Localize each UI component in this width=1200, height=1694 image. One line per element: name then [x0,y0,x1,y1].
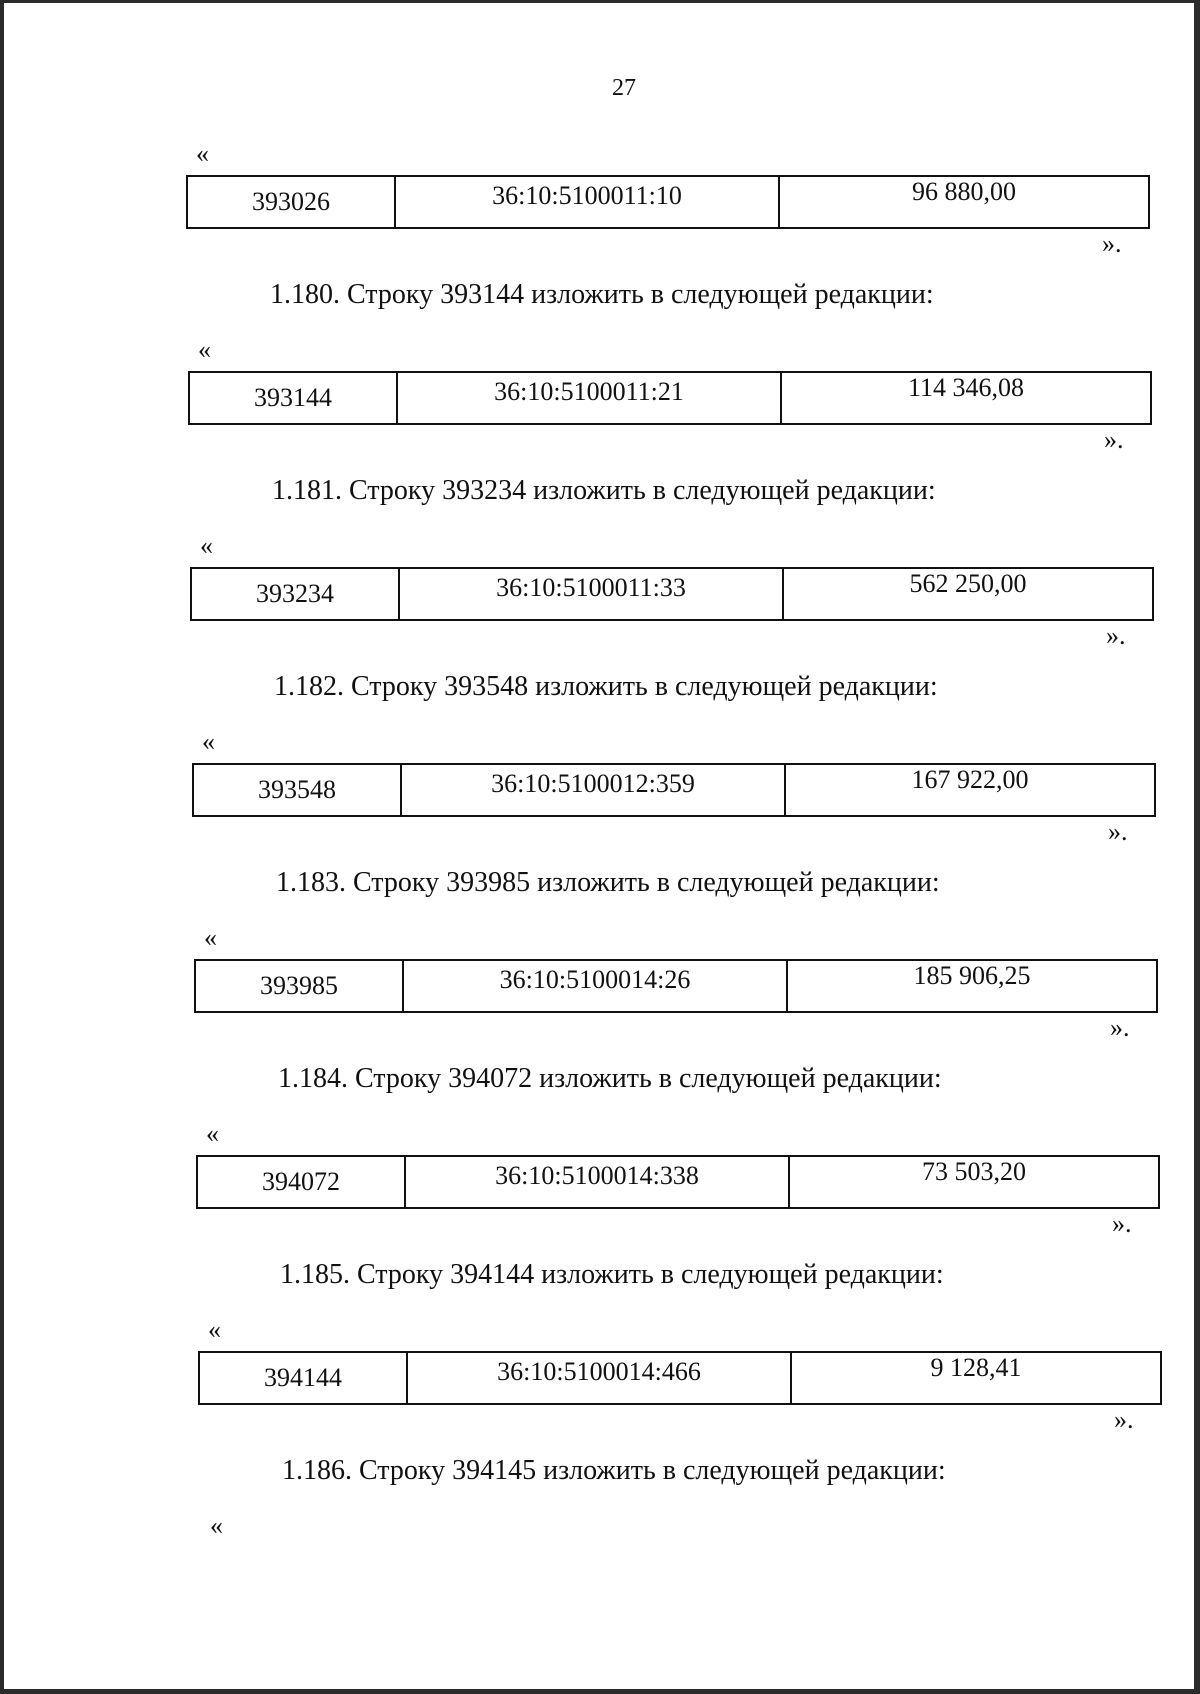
cadastral-number-cell: 36:10:5100012:359 [402,765,786,815]
row-code-cell: 393985 [196,961,404,1011]
value-cell: 562 250,00 [909,569,1027,598]
paragraph-1-182: 1.182. Строку 393548 изложить в следующей редакции: [274,671,938,702]
cadastral-number-cell: 36:10:5100011:10 [396,177,780,227]
close-quote: ». [1114,1405,1134,1434]
close-quote: ». [1104,425,1124,454]
page-number: 27 [612,75,636,101]
row-code-cell: 393234 [192,569,400,619]
table-row [188,371,1152,425]
value-cell: 73 503,20 [922,1157,1026,1186]
cadastral-number-cell: 36:10:5100014:26 [404,961,788,1011]
row-code-cell: 393548 [194,765,402,815]
paragraph-1-183: 1.183. Строку 393985 изложить в следующей редакции: [276,867,940,898]
paragraph-1-186: 1.186. Строку 394145 изложить в следующей редакции: [282,1455,946,1486]
paragraph-1-181: 1.181. Строку 393234 изложить в следующей редакции: [272,475,936,506]
table-row [194,959,1158,1013]
value-cell: 114 346,08 [907,373,1025,402]
cadastral-number-cell: 36:10:5100011:33 [400,569,784,619]
table-row [196,1155,1160,1209]
open-quote: « [196,139,209,168]
value-cell: 167 922,00 [911,765,1029,794]
cadastral-number-cell: 36:10:5100014:466 [408,1353,792,1403]
open-quote: « [206,1119,219,1148]
paragraph-1-184: 1.184. Строку 394072 изложить в следующей редакции: [278,1063,942,1094]
close-quote: ». [1112,1209,1132,1238]
open-quote: « [200,531,213,560]
close-quote: ». [1110,1013,1130,1042]
cadastral-number-cell: 36:10:5100011:21 [398,373,782,423]
open-quote: « [198,335,211,364]
close-quote: ». [1102,229,1122,258]
close-quote: ». [1106,621,1126,650]
paragraph-1-185: 1.185. Строку 394144 изложить в следующей редакции: [280,1259,944,1290]
row-code-cell: 393026 [188,177,396,227]
paragraph-1-180: 1.180. Строку 393144 изложить в следующей редакции: [270,279,934,310]
row-code-cell: 394144 [200,1353,408,1403]
open-quote: « [202,727,215,756]
value-cell: 185 906,25 [913,961,1031,990]
open-quote: « [210,1511,223,1540]
table-row [190,567,1154,621]
value-cell: 9 128,41 [930,1353,1022,1382]
table-row [186,175,1150,229]
document-page [4,3,1194,1689]
cadastral-number-cell: 36:10:5100014:338 [406,1157,790,1207]
open-quote: « [208,1315,221,1344]
table-row [192,763,1156,817]
value-cell: 96 880,00 [912,177,1016,206]
row-code-cell: 393144 [190,373,398,423]
table-row [198,1351,1162,1405]
row-code-cell: 394072 [198,1157,406,1207]
open-quote: « [204,923,217,952]
close-quote: ». [1108,817,1128,846]
